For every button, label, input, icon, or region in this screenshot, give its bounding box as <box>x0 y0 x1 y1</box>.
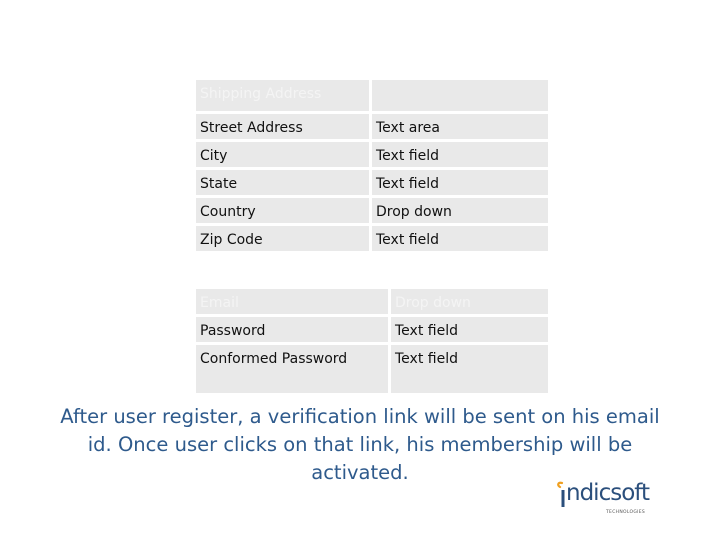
table-row <box>196 142 548 167</box>
table-header-row <box>196 80 548 111</box>
table-row <box>196 226 548 251</box>
verification-caption: After user register, a verification link will be sent on his email id. Once user clicks on that link, his membership will be activated. <box>60 405 660 484</box>
table-row <box>196 198 548 223</box>
table-header-row <box>196 289 548 314</box>
logo-wordmark: ndicsoft <box>566 480 649 506</box>
table-cell-type: Text area <box>372 114 548 139</box>
logo-tagline: TECHNOLOGIES <box>606 510 646 515</box>
indicsoft-logo <box>556 478 652 524</box>
table-cell-field: Zip Code <box>196 226 369 251</box>
table-cell-field: State <box>196 170 369 195</box>
table-row <box>196 345 548 393</box>
table-cell-field: City <box>196 142 369 167</box>
table-row <box>196 114 548 139</box>
table-cell-type: Text field <box>391 345 548 393</box>
table-cell-type: Text field <box>391 317 548 342</box>
table-cell-type: Text field <box>372 142 548 167</box>
table-header-cell: Shipping Address <box>196 80 369 111</box>
table-cell-type: Drop down <box>372 198 548 223</box>
table-row <box>196 317 548 342</box>
table-header-cell: Email <box>196 289 388 314</box>
table-cell-field: Conformed Password <box>196 345 388 393</box>
table-cell-field: Street Address <box>196 114 369 139</box>
table-cell-field: Password <box>196 317 388 342</box>
table-header-cell <box>372 80 548 111</box>
account-credentials-table <box>193 286 551 396</box>
table-cell-type: Text field <box>372 226 548 251</box>
table-row <box>196 170 548 195</box>
table-cell-field: Country <box>196 198 369 223</box>
shipping-address-table <box>193 77 551 254</box>
table-cell-type: Text field <box>372 170 548 195</box>
table-header-cell: Drop down <box>391 289 548 314</box>
